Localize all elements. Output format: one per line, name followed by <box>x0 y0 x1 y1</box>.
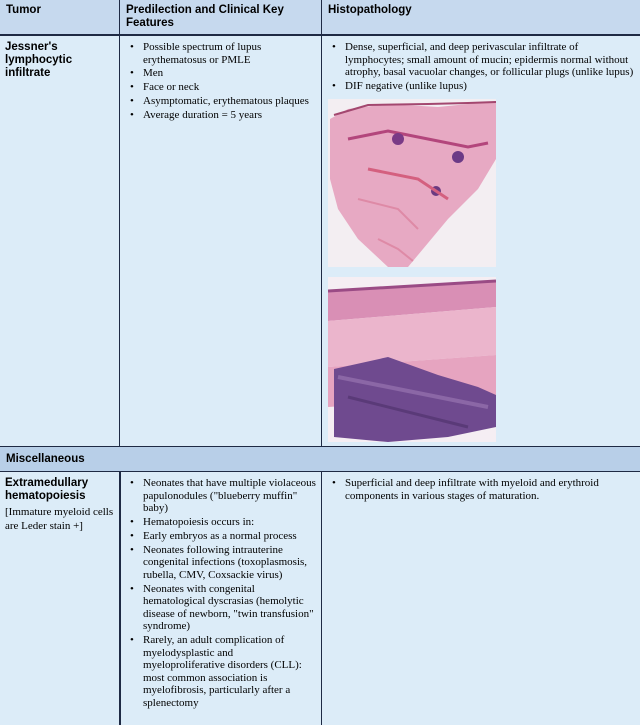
list-item: • Neonates following intrauterine congenital infections (toxoplasmosis, rubella, CMV, Coxsackie virus) <box>143 544 316 582</box>
row-2-note: [Immature myeloid cells are Leder stain +] <box>5 506 114 532</box>
row-1-tumor-cell <box>0 36 120 447</box>
list-item: • Superficial and deep infiltrate with myeloid and erythroid components in various stages of maturation. <box>345 477 635 502</box>
header-tumor: Tumor <box>0 0 120 34</box>
list-item: • Men <box>143 67 316 80</box>
list-item: • Average duration = 5 years <box>143 109 316 122</box>
section-title: Miscellaneous <box>0 447 640 471</box>
list-item: • DIF negative (unlike lupus) <box>345 80 635 93</box>
list-item: • Neonates that have multiple violaceous papulonodules ("blueberry muffin" baby) <box>143 477 316 515</box>
header-histopathology: Histopathology <box>322 0 640 34</box>
column-divider <box>120 472 121 725</box>
list-item: • Rarely, an adult complication of myelodysplastic and myeloproliferative disorders (CLL): most common association is myelofibrosis, particularly after a splenectomy <box>143 634 316 710</box>
list-item: • Early embryos as a normal process <box>143 530 316 543</box>
row-2-histopathology-cell <box>322 472 640 725</box>
list-item: • Face or neck <box>143 81 316 94</box>
row-1-features-list <box>127 41 316 121</box>
row-2-features-cell <box>120 472 322 725</box>
list-item: • Hematopoiesis occurs in: <box>143 516 316 529</box>
list-item: • Possible spectrum of lupus erythematosus or PMLE <box>143 41 316 66</box>
row-1-tumor-name: Jessner's lymphocytic infiltrate <box>5 41 73 79</box>
row-1-histopathology-list <box>329 41 635 93</box>
histology-image-high-power <box>328 277 496 442</box>
list-item: • Dense, superficial, and deep perivascular infiltrate of lymphocytes; small amount of mucin; epidermis normal without atrophy, basal vacuolar changes, or follicular plugs (unlike lupus) <box>345 41 635 79</box>
row-2-tumor-name: Extramedullary hematopoiesis <box>5 477 89 502</box>
header-features: Predilection and Clinical Key Features <box>120 0 322 34</box>
histology-image-low-power <box>328 99 496 267</box>
list-item: • Neonates with congenital hematological dyscrasias (hemolytic disease of newborn, "twin transfusion" syndrome) <box>143 583 316 633</box>
row-2-features-list <box>127 477 316 710</box>
row-2-histopathology-list <box>329 477 635 502</box>
list-item: • Asymptomatic, erythematous plaques <box>143 95 316 108</box>
row-2-tumor-cell <box>0 472 120 725</box>
row-1-features-cell <box>120 36 322 447</box>
